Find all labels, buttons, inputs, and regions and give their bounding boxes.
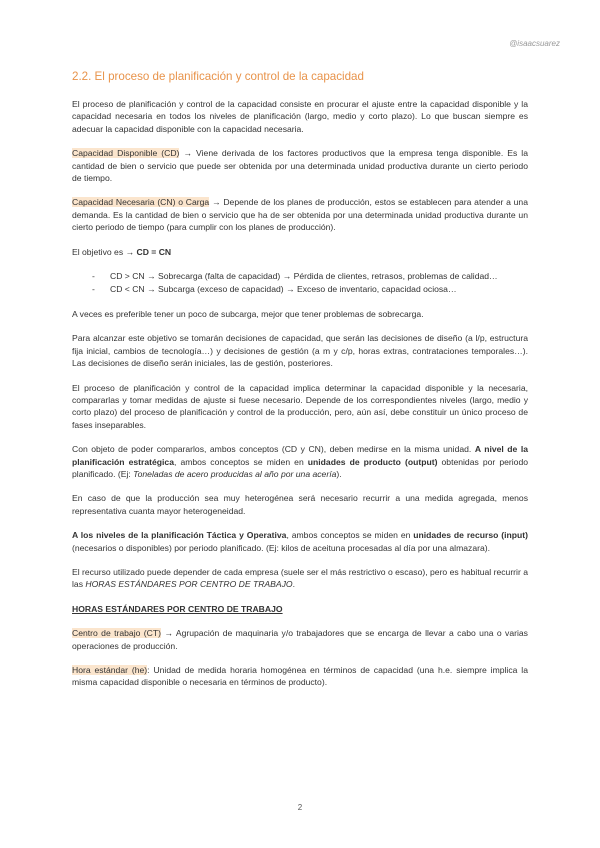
page-number: 2: [297, 803, 303, 812]
objective-line: [72, 246, 528, 258]
standard-hours-heading: HORAS ESTÁNDARES POR CENTRO DE TRABAJO: [72, 603, 283, 614]
bold-run: unidades de recurso (input): [413, 530, 528, 541]
text-run: (necesarios o disponibles) por periodo planificado. (Ej: kilos de aceituna procesadas al día por una almazara).: [72, 542, 490, 553]
bold-run: unidades de producto (output): [307, 456, 438, 467]
text-run: El recurso utilizado puede depender de cada empresa (suele ser el más restrictivo o escaso), pero es habitual recurrir a las: [72, 566, 528, 590]
strategic-paragraph: [72, 443, 528, 480]
section-title: 2.2. El proceso de planificación y control de la capacidad: [72, 70, 364, 83]
text-run: .: [292, 579, 296, 590]
cd-text: → Viene derivada de los factores productivos que la empresa tenga disponible. Es la cantidad de bien o servicio que puede ser obtenida por una determinada unidad productiva durante un cierto periodo de tiempo.: [72, 148, 528, 184]
ct-term: Centro de trabajo (CT): [72, 628, 161, 639]
he-definition: [72, 664, 528, 689]
tactical-paragraph: [72, 529, 528, 554]
text-run: , ambos conceptos se miden en: [173, 456, 308, 467]
cn-term: Capacidad Necesaria (CN) o Carga: [72, 197, 210, 208]
author-handle: @isaacsuarez: [509, 39, 560, 48]
list-item: - CD > CN → Sobrecarga (falta de capacidad) → Pérdida de clientes, retrasos, problemas de calidad…: [110, 270, 528, 282]
ct-definition: [72, 627, 528, 652]
bold-run: A los niveles de la planificación Táctica y Operativa: [72, 530, 287, 541]
intro-paragraph: El proceso de planificación y control de la capacidad consiste en procurar el ajuste entre la capacidad disponible y la capacidad necesaria en todos los niveles de planificación (largo, medio y corto plazo). Lo que buscan siempre es adecuar la capacidad disponible con la capacidad necesaria.: [72, 99, 528, 134]
list-item: - CD < CN → Subcarga (exceso de capacidad) → Exceso de inventario, capacidad ociosa…: [110, 283, 528, 295]
resource-paragraph: [72, 566, 528, 591]
capacity-bullets: [72, 270, 528, 296]
text-run: ).: [336, 468, 342, 479]
italic-run: HORAS ESTÁNDARES POR CENTRO DE TRABAJO: [85, 579, 293, 590]
cd-term: Capacidad Disponible (CD): [72, 148, 180, 159]
decisions-paragraph: Para alcanzar este objetivo se tomarán decisiones de capacidad, que serán las decisiones de diseño (a l/p, estructura fija inicial, cambios de tecnología…) y decisiones de gestión (a m y c/p, horas extras, contrataciones temporales…). Las decisiones de diseño serán iniciales, las de gestión, posteriores.: [72, 333, 528, 369]
bold-run: A nivel de la planificación estratégica: [72, 444, 528, 467]
text-run: , ambos conceptos se miden en: [286, 530, 414, 541]
process-paragraph: El proceso de planificación y control de la capacidad implica determinar la capacidad disponible y la necesaria, compararlas y tomar medidas de ajuste si fuese necesario. Depende de los correspondientes niveles (largo, medio y corto plazo) del proceso de planificación y control de la producción, pero, aún así, debe constituir un único proceso de fases inseparables.: [72, 382, 528, 430]
objective-formula: CD = CN: [136, 246, 172, 257]
ct-text: → Agrupación de maquinaria y/o trabajadores que se encarga de llevar a cabo una o varias operaciones de producción.: [72, 628, 528, 651]
text-run: obtenidas por periodo planificado. (Ej:: [72, 456, 529, 479]
he-term: Hora estándar (he): [72, 665, 148, 675]
italic-run: Toneladas de acero producidas al año por una acería: [133, 468, 337, 479]
cn-text: → Depende de los planes de producción, estos se establecen para atender a una demanda. Es la cantidad de bien o servicio que ha de ser obtenida por una determinada unidad productiva durante un cierto periodo de tiempo (para cumplir con los planes de producción).: [72, 197, 528, 233]
cd-definition: [72, 147, 528, 184]
subcarga-paragraph: A veces es preferible tener un poco de subcarga, mejor que tener problemas de sobrecarga.: [72, 308, 424, 319]
document-body: [72, 70, 528, 701]
objective-prefix: El objetivo es →: [72, 246, 137, 257]
he-text: : Unidad de medida horaria homogénea en términos de capacidad (una h.e. siempre implica la misma capacidad disponible o necesaria en términos de producto).: [72, 665, 528, 688]
heterogeneous-paragraph: En caso de que la producción sea muy heterogénea será necesario recurrir a una medida agregada, menos representativa cuanta mayor heterogeneidad.: [72, 493, 528, 516]
text-run: Con objeto de poder compararlos, ambos conceptos (CD y CN), deben medirse en la misma unidad.: [72, 444, 475, 455]
cn-definition: [72, 196, 528, 233]
